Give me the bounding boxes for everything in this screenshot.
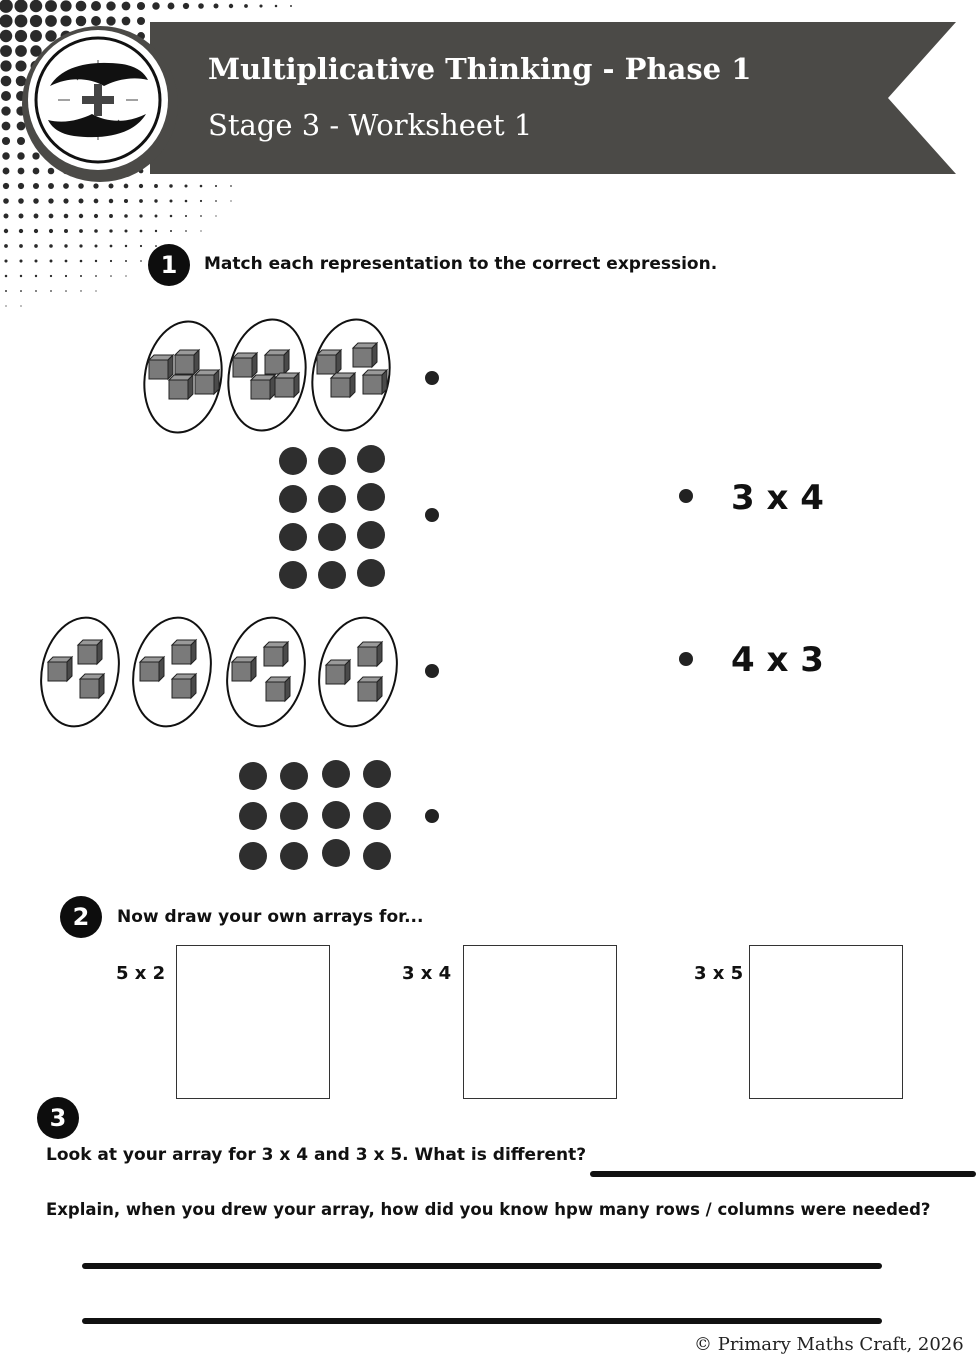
question-3-number: 3 [37,1097,79,1139]
array-label: 3 x 4 [402,963,452,984]
array-drawing-box[interactable] [463,945,617,1099]
representation-3-groups-of-4-cubes [135,315,400,440]
logo [20,24,180,184]
array-drawing-box[interactable] [749,945,903,1099]
representation-4-groups-of-3-cubes [30,612,410,737]
question-2-prompt: Now draw your own arrays for... [117,907,424,927]
match-point[interactable] [679,489,693,503]
dot-array-3-by-4 [239,760,399,872]
match-point[interactable] [425,371,439,385]
copyright-footer: © Primary Maths Craft, 2026 [694,1334,964,1355]
expression-3x4: 3 x 4 [731,478,824,518]
expression-4x3: 4 x 3 [731,640,824,680]
worksheet-subtitle: Stage 3 - Worksheet 1 [208,108,533,142]
match-point[interactable] [425,664,439,678]
worksheet-title: Multiplicative Thinking - Phase 1 [208,52,752,86]
question-2-number: 2 [60,896,102,938]
array-label: 3 x 5 [694,963,744,984]
array-label: 5 x 2 [116,963,166,984]
question-1-number: 1 [148,244,190,286]
answer-line[interactable] [590,1171,976,1177]
answer-line[interactable] [82,1318,882,1324]
match-point[interactable] [425,508,439,522]
question-1-prompt: Match each representation to the correct expression. [204,254,718,274]
match-point[interactable] [425,809,439,823]
header-banner [150,22,956,174]
match-point[interactable] [679,652,693,666]
hands-holding-plus-icon [20,24,180,184]
dot-array-4-by-3 [279,445,399,595]
question-3-prompt-explain: Explain, when you drew your array, how did you know hpw many rows / columns were needed? [46,1200,931,1219]
question-3-prompt-difference: Look at your array for 3 x 4 and 3 x 5. What is different? [46,1145,587,1165]
array-drawing-box[interactable] [176,945,330,1099]
answer-line[interactable] [82,1263,882,1269]
